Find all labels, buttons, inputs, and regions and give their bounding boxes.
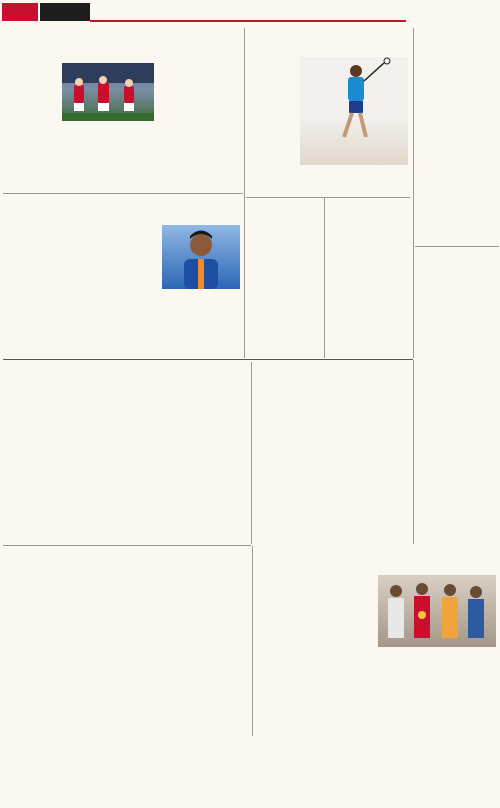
dipti-side-body	[3, 197, 59, 275]
dipti-player-illustration	[162, 225, 240, 289]
iran-sub-body-col1	[101, 446, 149, 543]
bhavani-body-col4	[438, 657, 496, 733]
dipti-body-col3	[162, 310, 200, 356]
rule-middle-top	[3, 359, 413, 360]
rule-lower-left	[3, 545, 251, 546]
sindhu-player-illustration	[300, 57, 408, 165]
lower-left-col4	[192, 548, 249, 733]
westindies-body-col2	[370, 234, 410, 356]
col-rule-right-2	[413, 360, 414, 544]
col-rule-5	[252, 546, 253, 736]
iran-body-col2	[52, 393, 99, 543]
col-rule-3	[251, 362, 252, 544]
header-rule	[90, 20, 406, 22]
rule-side	[415, 246, 499, 247]
page-header	[0, 0, 500, 27]
football-body-col2	[62, 130, 107, 192]
bhavani-body-col1	[255, 575, 313, 733]
side-body-1	[416, 57, 498, 243]
side-body-2	[416, 273, 498, 357]
lower-left-col1	[3, 548, 63, 733]
iran-body-col3	[101, 393, 153, 427]
football-photo	[62, 63, 154, 121]
rules-body-col3	[361, 393, 411, 543]
sindhu-body-col2	[301, 168, 351, 195]
westindies-body-col1	[327, 234, 368, 356]
iran-sub-body-col3	[201, 446, 249, 543]
lower-left-col2	[66, 548, 126, 733]
football-players-illustration	[62, 63, 154, 121]
iran-sub-body-col2	[151, 446, 199, 543]
col-rule-2	[324, 198, 325, 358]
col-rule-1	[244, 28, 245, 358]
rule-dipti-top	[3, 193, 243, 194]
sindhu-photo	[300, 57, 408, 165]
rules-body-col2	[308, 393, 358, 543]
bhavani-body-col2	[316, 575, 374, 733]
bhavani-photo	[378, 575, 496, 647]
section-tab-misc	[40, 3, 90, 21]
sindhu-body-col1	[248, 57, 298, 195]
bhavani-group-illustration	[378, 575, 496, 647]
rule-sindhu-bottom	[246, 197, 410, 198]
lower-left-col3	[129, 548, 189, 733]
dipti-body-col4	[202, 310, 240, 356]
football-body-col1	[3, 63, 59, 191]
col-rule-right	[413, 28, 414, 358]
dipti-body-col1	[64, 225, 111, 356]
dipti-photo	[162, 225, 240, 289]
section-tab-sports	[2, 3, 38, 21]
side-body-3	[416, 362, 498, 542]
notice-body	[3, 306, 59, 356]
bhavani-body-col3	[378, 657, 436, 733]
rules-body-col1	[255, 393, 305, 543]
sindhu-body-col3	[356, 168, 408, 195]
football-body-col3	[110, 130, 154, 192]
football-body-col4	[158, 71, 240, 192]
olympic-body	[249, 222, 321, 356]
dipti-body-col2	[113, 225, 159, 356]
iran-body-col1	[3, 393, 50, 543]
